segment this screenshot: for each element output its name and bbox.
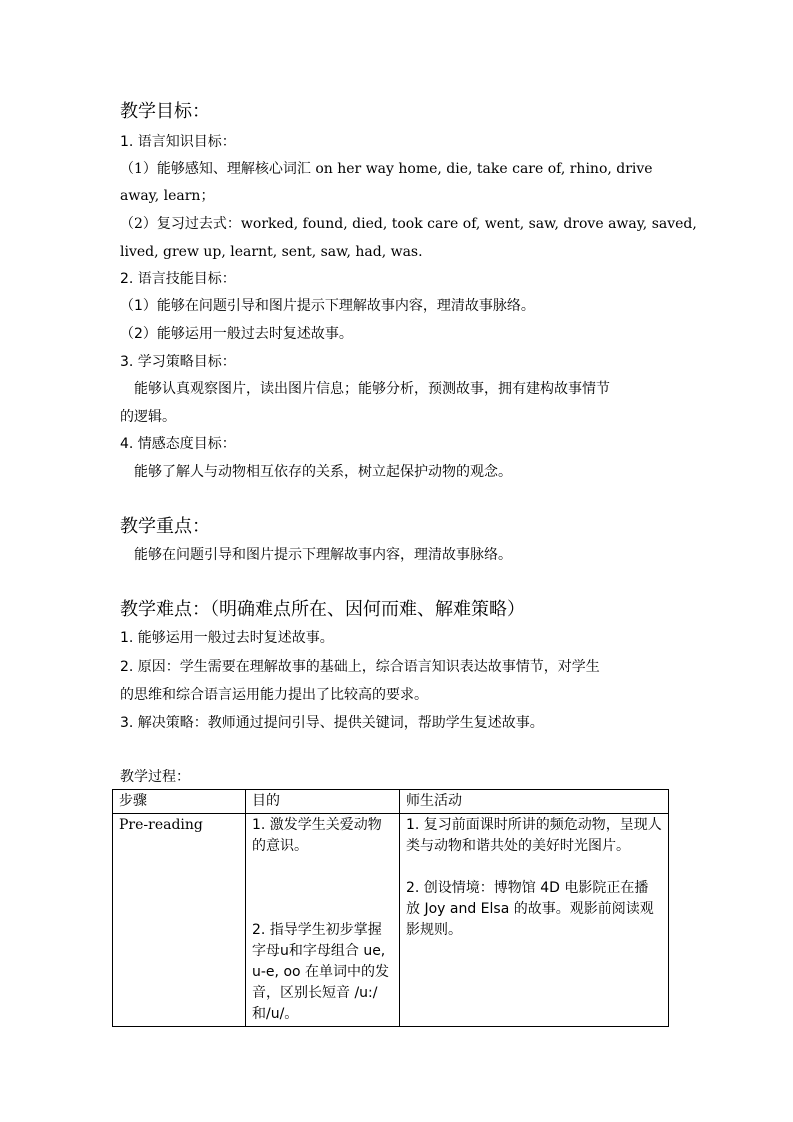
goal-1-1-line-1: （1）能够感知、理解核心词汇 on her way home, die, take care of, rhino, drive [120, 161, 653, 177]
goal-3-line-2: 的逻辑。 [120, 409, 176, 425]
goal-1-2-line-1: （2）复习过去式：worked, found, died, took care of, went, saw, drove away, saved, [120, 216, 697, 232]
header-activity: 师生活动 [400, 790, 669, 814]
header-purpose: 目的 [246, 790, 400, 814]
difficulty-2-line-2: 的思维和综合语言运用能力提出了比较高的要求。 [120, 687, 428, 703]
table-row [113, 814, 669, 1027]
goal-1-2-line-2: lived, grew up, learnt, sent, saw, had, was. [120, 244, 423, 260]
step-cell: Pre-reading [113, 814, 246, 1027]
goal-3-title: 3. 学习策略目标： [120, 354, 236, 370]
key-points-heading: 教学重点： [120, 516, 210, 537]
goal-4-title: 4. 情感态度目标： [120, 436, 236, 452]
purpose-1: 1. 激发学生关爱动物的意识。 [252, 817, 382, 854]
activity-1: 1. 复习前面课时所讲的频危动物，呈现人类与动物和谐共处的美好时光图片。 [406, 817, 662, 854]
goal-2-1: （1）能够在问题引导和图片提示下理解故事内容，理清故事脉络。 [120, 298, 535, 314]
activity-cell [400, 814, 669, 1027]
process-table [112, 789, 669, 1027]
goal-1-title: 1. 语言知识目标： [120, 134, 236, 150]
table-header-row [113, 790, 669, 814]
goal-1-1-line-2: away, learn； [120, 188, 215, 204]
difficulty-2-line-1: 2. 原因：学生需要在理解故事的基础上，综合语言知识表达故事情节，对学生 [120, 659, 600, 675]
header-step: 步骤 [113, 790, 246, 814]
purpose-cell [246, 814, 400, 1027]
difficulty-1: 1. 能够运用一般过去时复述故事。 [120, 630, 334, 646]
goal-4-text: 能够了解人与动物相互依存的关系，树立起保护动物的观念。 [134, 464, 512, 480]
difficulty-3: 3. 解决策略：教师通过提问引导、提供关键词，帮助学生复述故事。 [120, 715, 544, 731]
goal-2-2: （2）能够运用一般过去时复述故事。 [120, 326, 353, 342]
purpose-2: 2. 指导学生初步掌握字母u和字母组合 ue, u-e, oo 在单词中的发音，区别长短音 /u:/和/u/。 [252, 922, 390, 1022]
key-points-text: 能够在问题引导和图片提示下理解故事内容，理清故事脉络。 [134, 547, 512, 563]
goal-3-line-1: 能够认真观察图片，读出图片信息；能够分析，预测故事，拥有建构故事情节 [134, 381, 610, 397]
activity-2: 2. 创设情境：博物馆 4D 电影院正在播放 Joy and Elsa 的故事。观影前阅读观影规则。 [406, 880, 654, 938]
process-heading: 教学过程： [120, 769, 190, 785]
difficulty-heading: 教学难点：（明确难点所在、因何而难、解难策略） [120, 599, 525, 620]
goal-2-title: 2. 语言技能目标： [120, 271, 236, 287]
goals-heading: 教学目标： [120, 101, 210, 122]
